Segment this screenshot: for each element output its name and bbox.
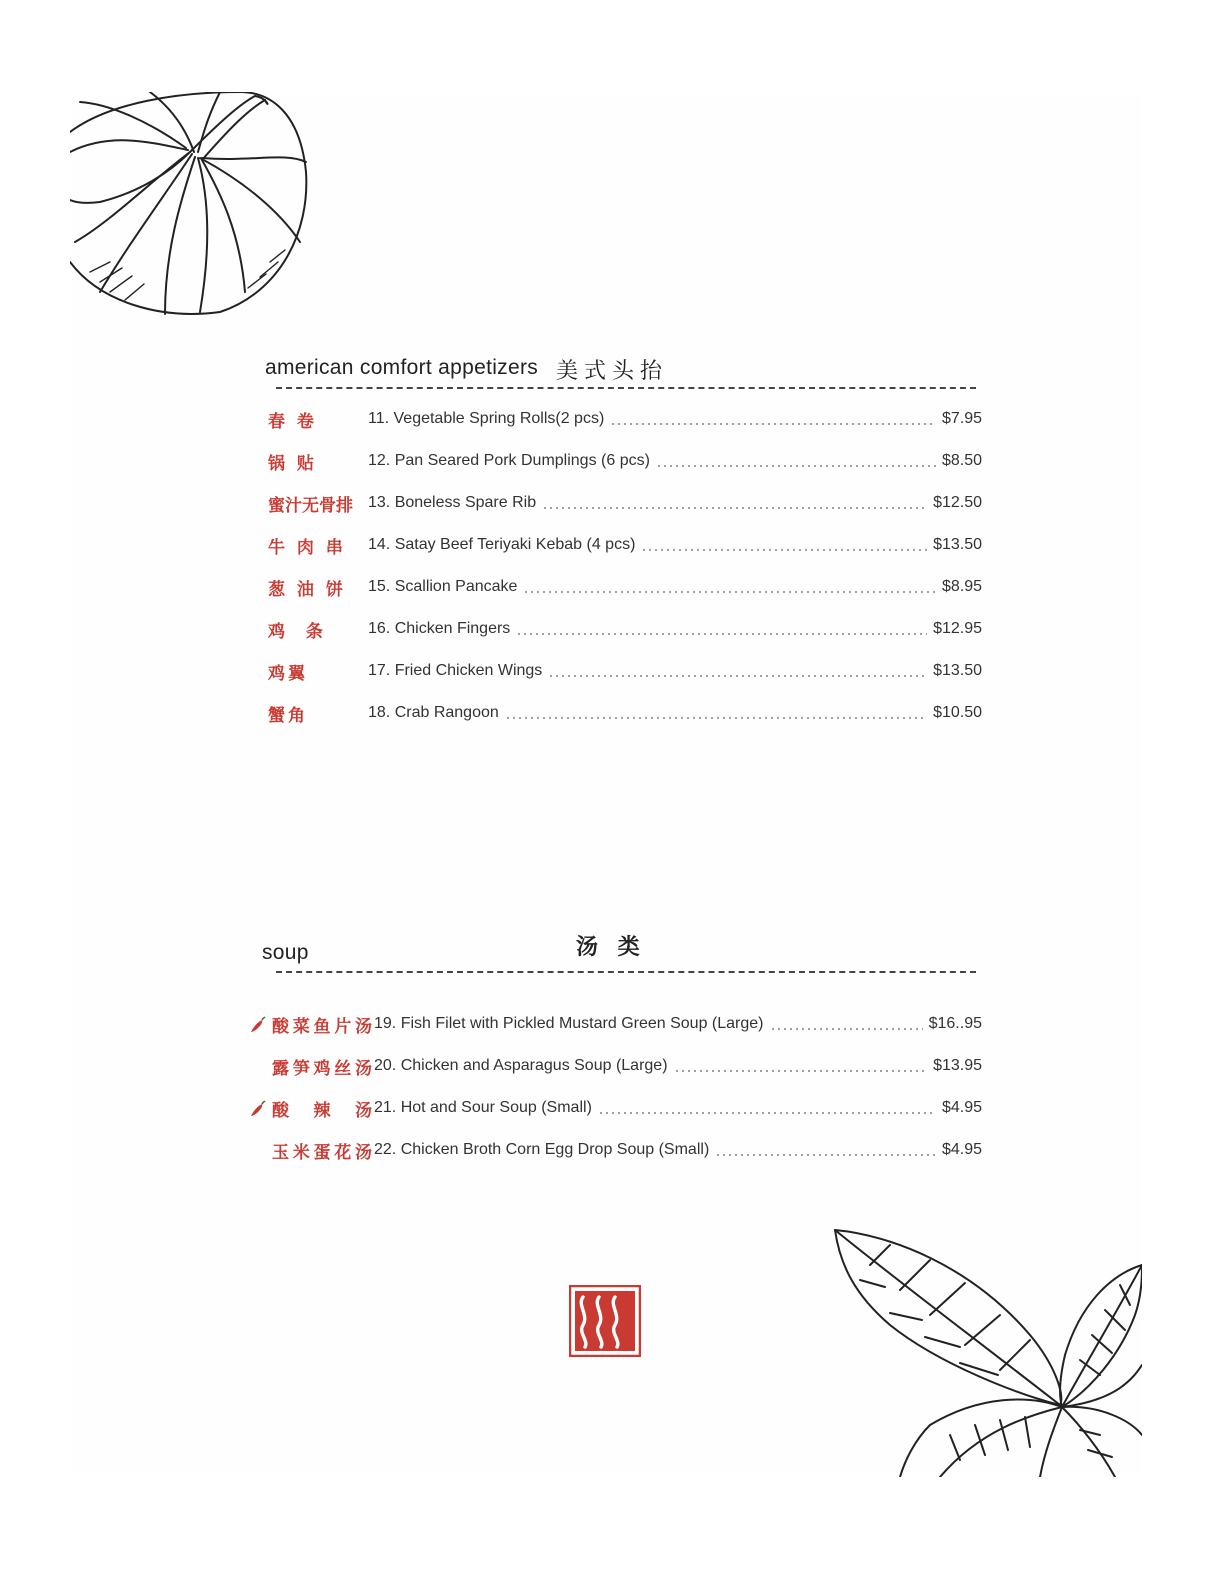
item-name: 12. Pan Seared Pork Dumplings (6 pcs): [368, 452, 650, 469]
soup-title-cn: 汤 类: [576, 935, 646, 960]
soup-title: soup: [262, 941, 309, 964]
dot-leader: [523, 591, 936, 593]
item-cn-name: 鸡 条: [268, 621, 326, 642]
item-cn-name: 牛 肉 串: [268, 537, 346, 558]
basil-leaves-illustration: [830, 1225, 1142, 1477]
menu-item: [250, 614, 982, 644]
item-cn-name: 玉米蛋花汤: [272, 1142, 372, 1163]
dot-leader: [770, 1028, 923, 1030]
menu-item: [250, 446, 982, 476]
item-price: $13.50: [933, 536, 982, 553]
item-name: 21. Hot and Sour Soup (Small): [374, 1099, 592, 1116]
item-name: 15. Scallion Pancake: [368, 578, 518, 595]
dot-leader: [610, 423, 936, 425]
dot-leader: [715, 1154, 936, 1156]
menu-item: [250, 572, 982, 602]
item-price: $8.50: [941, 452, 982, 469]
item-cn-name: 锅 贴: [268, 453, 317, 474]
appetizers-divider: [276, 387, 976, 389]
dot-leader: [542, 507, 927, 509]
item-cn-name: 蜜汁无骨排: [268, 495, 353, 516]
item-cn-name: 春 卷: [268, 411, 317, 432]
garlic-illustration: [70, 92, 310, 320]
menu-item: [250, 488, 982, 518]
item-cn-name: 鸡翼: [268, 663, 308, 684]
item-cn-name: 露笋鸡丝汤: [272, 1058, 372, 1079]
item-price: $7.95: [941, 410, 982, 427]
menu-item: [250, 1051, 982, 1081]
restaurant-logo-icon: [569, 1285, 641, 1357]
item-cn-name: 葱 油 饼: [268, 579, 346, 600]
item-cn-name: 蟹角: [268, 705, 308, 726]
item-cn-name: 酸菜鱼片汤: [272, 1016, 372, 1037]
dot-leader: [548, 675, 927, 677]
menu-item: [250, 656, 982, 686]
menu-item: [250, 698, 982, 728]
item-name: 17. Fried Chicken Wings: [368, 662, 543, 679]
menu-item: [250, 1009, 982, 1039]
item-price: $16..95: [928, 1015, 982, 1032]
item-name: 20. Chicken and Asparagus Soup (Large): [374, 1057, 668, 1074]
item-cn-name: 酸 辣 汤: [272, 1100, 372, 1121]
item-name: 11. Vegetable Spring Rolls(2 pcs): [368, 410, 605, 427]
dot-leader: [505, 717, 927, 719]
item-name: 14. Satay Beef Teriyaki Kebab (4 pcs): [368, 536, 636, 553]
item-price: $4.95: [941, 1141, 982, 1158]
menu-item: [250, 530, 982, 560]
item-name: 18. Crab Rangoon: [368, 704, 499, 721]
dot-leader: [656, 465, 936, 467]
item-name: 19. Fish Filet with Pickled Mustard Green Soup (Large): [374, 1015, 764, 1032]
item-name: 16. Chicken Fingers: [368, 620, 511, 637]
dot-leader: [598, 1112, 936, 1114]
dot-leader: [641, 549, 927, 551]
soup-divider: [276, 971, 976, 973]
item-price: $10.50: [933, 704, 982, 721]
dot-leader: [516, 633, 927, 635]
item-price: $4.95: [941, 1099, 982, 1116]
item-price: $12.95: [933, 620, 982, 637]
menu-item: [250, 1093, 982, 1123]
appetizers-title-cn: 美式头抬: [556, 359, 669, 384]
item-price: $8.95: [941, 578, 982, 595]
item-name: 13. Boneless Spare Rib: [368, 494, 537, 511]
menu-item: [250, 404, 982, 434]
item-price: $13.95: [933, 1057, 982, 1074]
appetizers-title: american comfort appetizers: [265, 356, 539, 379]
menu-item: [250, 1135, 982, 1165]
item-price: $12.50: [933, 494, 982, 511]
dot-leader: [674, 1070, 928, 1072]
item-name: 22. Chicken Broth Corn Egg Drop Soup (Small): [374, 1141, 710, 1158]
item-price: $13.50: [933, 662, 982, 679]
